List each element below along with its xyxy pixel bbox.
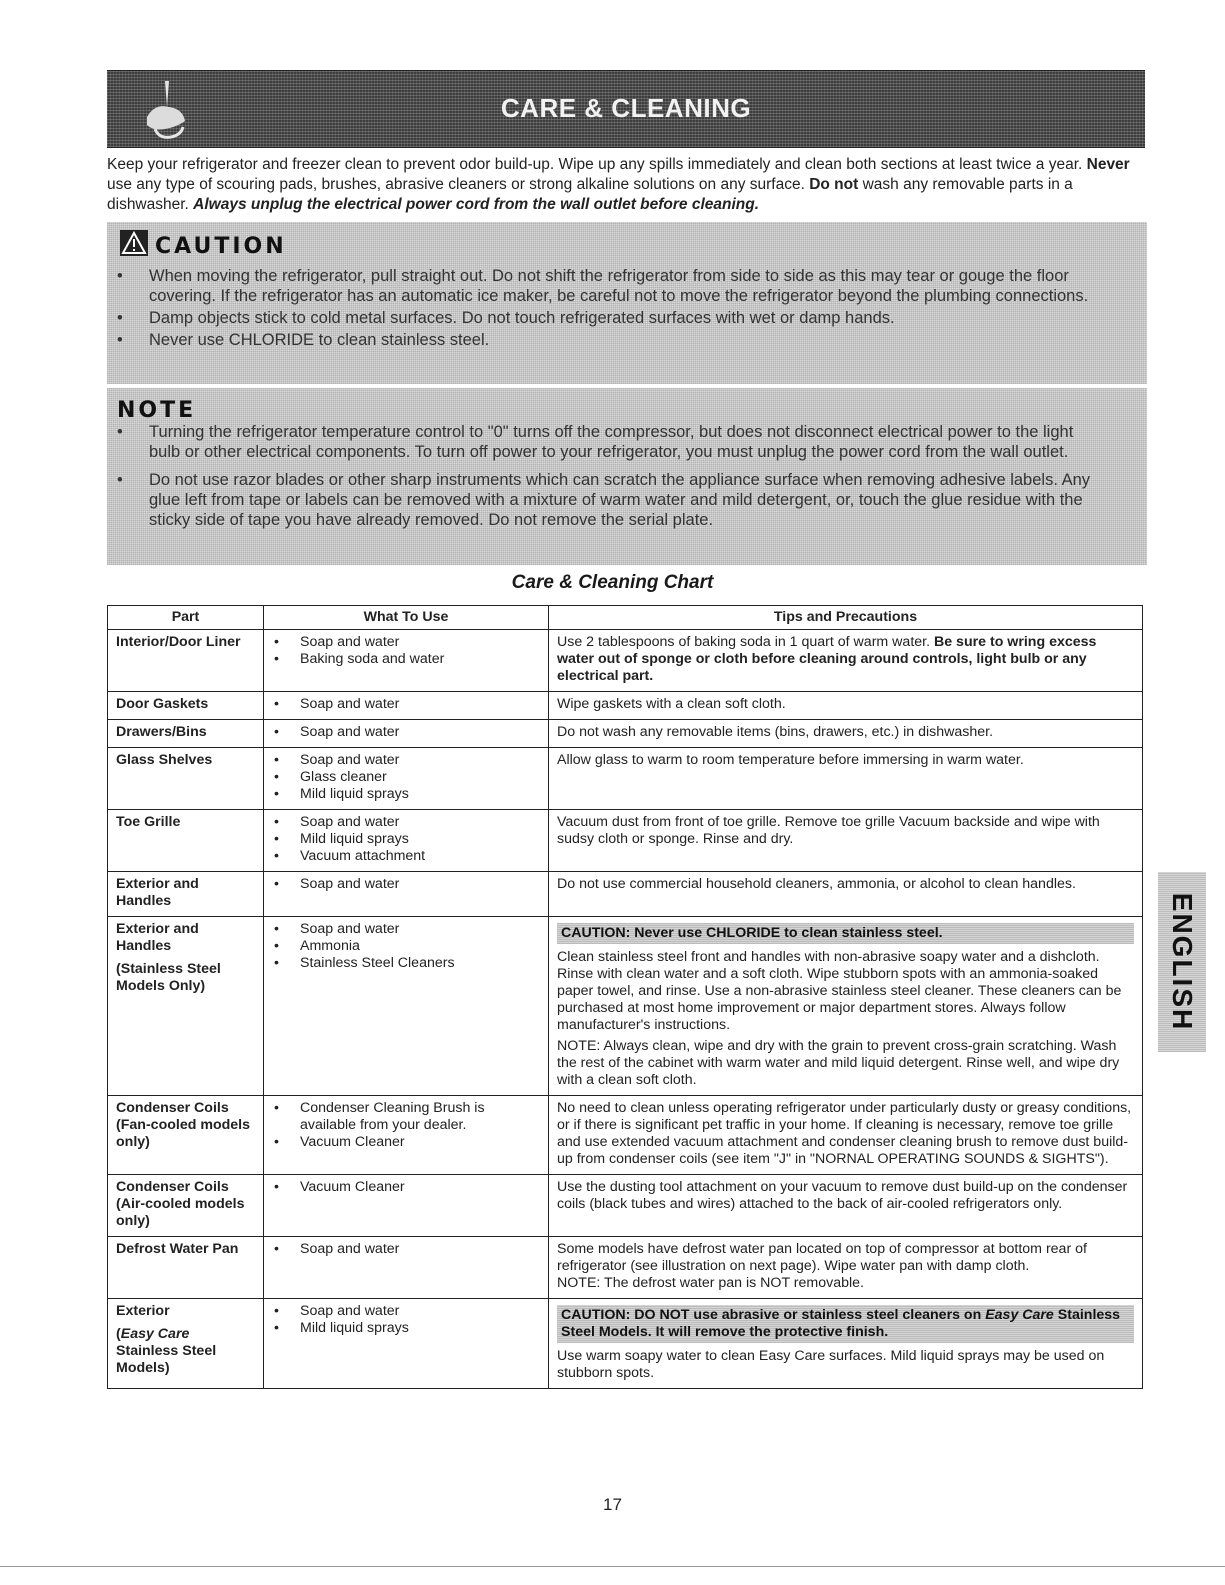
use-cell [264, 1096, 549, 1175]
part-cell: Door Gaskets [108, 692, 264, 720]
use-cell [264, 1237, 549, 1299]
tips-cell: No need to clean unless operating refrigerator under particularly dusty or greasy conditions, or if there is significant pet traffic in your home. If cleaning is necessary, remove toe grille and use extended vacuum attachment and condenser cleaning brush to remove dust build-up from condenser coils (see item "J" in "NORNAL OPERATING SOUNDS & SIGHTS"). [549, 1096, 1143, 1175]
use-item: • Baking soda and water [274, 651, 540, 668]
use-item: • Soap and water [274, 876, 540, 893]
tips-cell: Some models have defrost water pan located on top of compressor at bottom rear of refrigerator (see illustration on next page). Wipe water pan with damp cloth. NOTE: The defrost water pan is NOT removable. [549, 1237, 1143, 1299]
caution-item: • Never use CHLORIDE to clean stainless steel. [107, 330, 1107, 350]
use-item: • Stainless Steel Cleaners [274, 955, 540, 972]
part-cell: Glass Shelves [108, 748, 264, 810]
part-cell: Exterior and Handles (Stainless Steel Models Only) [108, 917, 264, 1096]
note-item: • Do not use razor blades or other sharp instruments which can scratch the appliance surface when removing adhesive labels. Any glue left from tape or labels can be removed with a mixture of warm water and mild detergent, or, touch the glue residue with the sticky side of tape you have already removed. Do not remove the serial plate. [107, 470, 1107, 530]
note-box [107, 388, 1147, 565]
use-cell [264, 917, 549, 1096]
table-row [108, 692, 1143, 720]
tips-cell: Use 2 tablespoons of baking soda in 1 quart of warm water. Be sure to wring excess water out of sponge or cloth before cleaning around controls, light bulb or any electrical part. [549, 630, 1143, 692]
table-row [108, 1237, 1143, 1299]
part-cell: Condenser Coils (Fan-cooled models only) [108, 1096, 264, 1175]
use-item: • Soap and water [274, 752, 540, 769]
table-row [108, 720, 1143, 748]
caution-strip: CAUTION: DO NOT use abrasive or stainless steel cleaners on Easy Care Stainless Steel Models. It will remove the protective finish. [557, 1305, 1134, 1343]
caution-list [107, 266, 1107, 352]
tips-cell: Do not use commercial household cleaners, ammonia, or alcohol to clean handles. [549, 872, 1143, 917]
use-cell [264, 630, 549, 692]
caution-item: • When moving the refrigerator, pull straight out. Do not shift the refrigerator from side to side as this may tear or gouge the floor covering. If the refrigerator has an automatic ice maker, be careful not to move the refrigerator beyond the plumbing connections. [107, 266, 1107, 306]
header-what-to-use: What To Use [264, 606, 549, 630]
use-cell [264, 872, 549, 917]
note-title: NOTE [117, 398, 197, 423]
use-item: • Soap and water [274, 634, 540, 651]
bottom-rule [0, 1566, 1225, 1567]
caution-box [107, 222, 1147, 384]
part-cell: Defrost Water Pan [108, 1237, 264, 1299]
table-row [108, 630, 1143, 692]
use-cell [264, 810, 549, 872]
table-header-row [108, 606, 1143, 630]
use-item: • Condenser Cleaning Brush is available from your dealer. [274, 1100, 540, 1134]
header-part: Part [108, 606, 264, 630]
caution-strip: CAUTION: Never use CHLORIDE to clean stainless steel. [557, 923, 1134, 944]
use-item: • Mild liquid sprays [274, 786, 540, 803]
use-cell [264, 748, 549, 810]
use-item: • Vacuum Cleaner [274, 1134, 540, 1151]
tips-cell: Vacuum dust from front of toe grille. Remove toe grille Vacuum backside and wipe with sudsy cloth or sponge. Rinse and dry. [549, 810, 1143, 872]
table-row [108, 1299, 1143, 1389]
tips-cell: Wipe gaskets with a clean soft cloth. [549, 692, 1143, 720]
use-item: • Mild liquid sprays [274, 831, 540, 848]
caution-title: CAUTION [155, 234, 287, 259]
use-cell [264, 1299, 549, 1389]
warning-icon [120, 230, 148, 256]
use-item: • Soap and water [274, 1303, 540, 1320]
use-item: • Soap and water [274, 696, 540, 713]
use-item: • Glass cleaner [274, 769, 540, 786]
table-row [108, 917, 1143, 1096]
header-tips: Tips and Precautions [549, 606, 1143, 630]
table-row [108, 872, 1143, 917]
use-item: • Soap and water [274, 1241, 540, 1258]
table-row [108, 748, 1143, 810]
part-cell: Interior/Door Liner [108, 630, 264, 692]
language-side-tab [1158, 872, 1206, 1052]
caution-item: • Damp objects stick to cold metal surfaces. Do not touch refrigerated surfaces with wet or damp hands. [107, 308, 1107, 328]
part-cell: Toe Grille [108, 810, 264, 872]
part-cell: Exterior (Easy Care Stainless Steel Models) [108, 1299, 264, 1389]
use-item: • Soap and water [274, 921, 540, 938]
table-row [108, 1096, 1143, 1175]
section-banner [107, 70, 1145, 148]
tips-cell: CAUTION: Never use CHLORIDE to clean stainless steel. Clean stainless steel front and handles with non-abrasive soapy water and a dishcloth. Rinse with clean water and a soft cloth. Wipe stubborn spots with an ammonia-soaked paper towel, and rinse. Use a non-abrasive stainless steel cleaner. These cleaners can be purchased at most home improvement or major department stores. Always follow manufacturer's instructions. NOTE: Always clean, wipe and dry with the grain to prevent cross-grain scratching. Wash the rest of the cabinet with warm water and mild liquid detergent. Rinse well, and wipe dry with a clean soft cloth. [549, 917, 1143, 1096]
intro-paragraph: Keep your refrigerator and freezer clean to prevent odor build-up. Wipe up any spills immediately and clean both sections at least twice a year. Never use any type of scouring pads, brushes, abrasive cleaners or strong alkaline solutions on any surface. Do not wash any removable parts in a dishwasher. Always unplug the electrical power cord from the wall outlet before cleaning. [107, 156, 1130, 213]
side-tab-label: ENGLISH [1167, 892, 1198, 1032]
part-cell: Drawers/Bins [108, 720, 264, 748]
table-row [108, 1175, 1143, 1237]
use-item: • Vacuum Cleaner [274, 1179, 540, 1196]
use-cell [264, 1175, 549, 1237]
use-item: • Ammonia [274, 938, 540, 955]
care-cleaning-table [107, 605, 1143, 1389]
tips-cell: Allow glass to warm to room temperature before immersing in warm water. [549, 748, 1143, 810]
use-cell [264, 720, 549, 748]
use-item: • Soap and water [274, 814, 540, 831]
section-title: CARE & CLEANING [500, 93, 752, 123]
table-row [108, 810, 1143, 872]
part-cell: Exterior and Handles [108, 872, 264, 917]
chart-title: Care & Cleaning Chart [511, 572, 714, 593]
note-item: • Turning the refrigerator temperature control to "0" turns off the compressor, but does not disconnect electrical power to the light bulb or other electrical components. To turn off power to your refrigerator, you must unplug the power cord from the wall outlet. [107, 422, 1107, 462]
use-item: • Soap and water [274, 724, 540, 741]
tips-cell: Do not wash any removable items (bins, drawers, etc.) in dishwasher. [549, 720, 1143, 748]
use-item: • Mild liquid sprays [274, 1320, 540, 1337]
page-number: 17 [603, 1495, 622, 1514]
use-cell [264, 692, 549, 720]
tips-cell: CAUTION: DO NOT use abrasive or stainless steel cleaners on Easy Care Stainless Steel Models. It will remove the protective finish. Use warm soapy water to clean Easy Care surfaces. Mild liquid sprays may be used on stubborn spots. [549, 1299, 1143, 1389]
part-cell: Condenser Coils (Air-cooled models only) [108, 1175, 264, 1237]
note-list [107, 422, 1107, 532]
tips-cell: Use the dusting tool attachment on your vacuum to remove dust build-up on the condenser coils (black tubes and wires) attached to the back of air-cooled refrigerators only. [549, 1175, 1143, 1237]
use-item: • Vacuum attachment [274, 848, 540, 865]
